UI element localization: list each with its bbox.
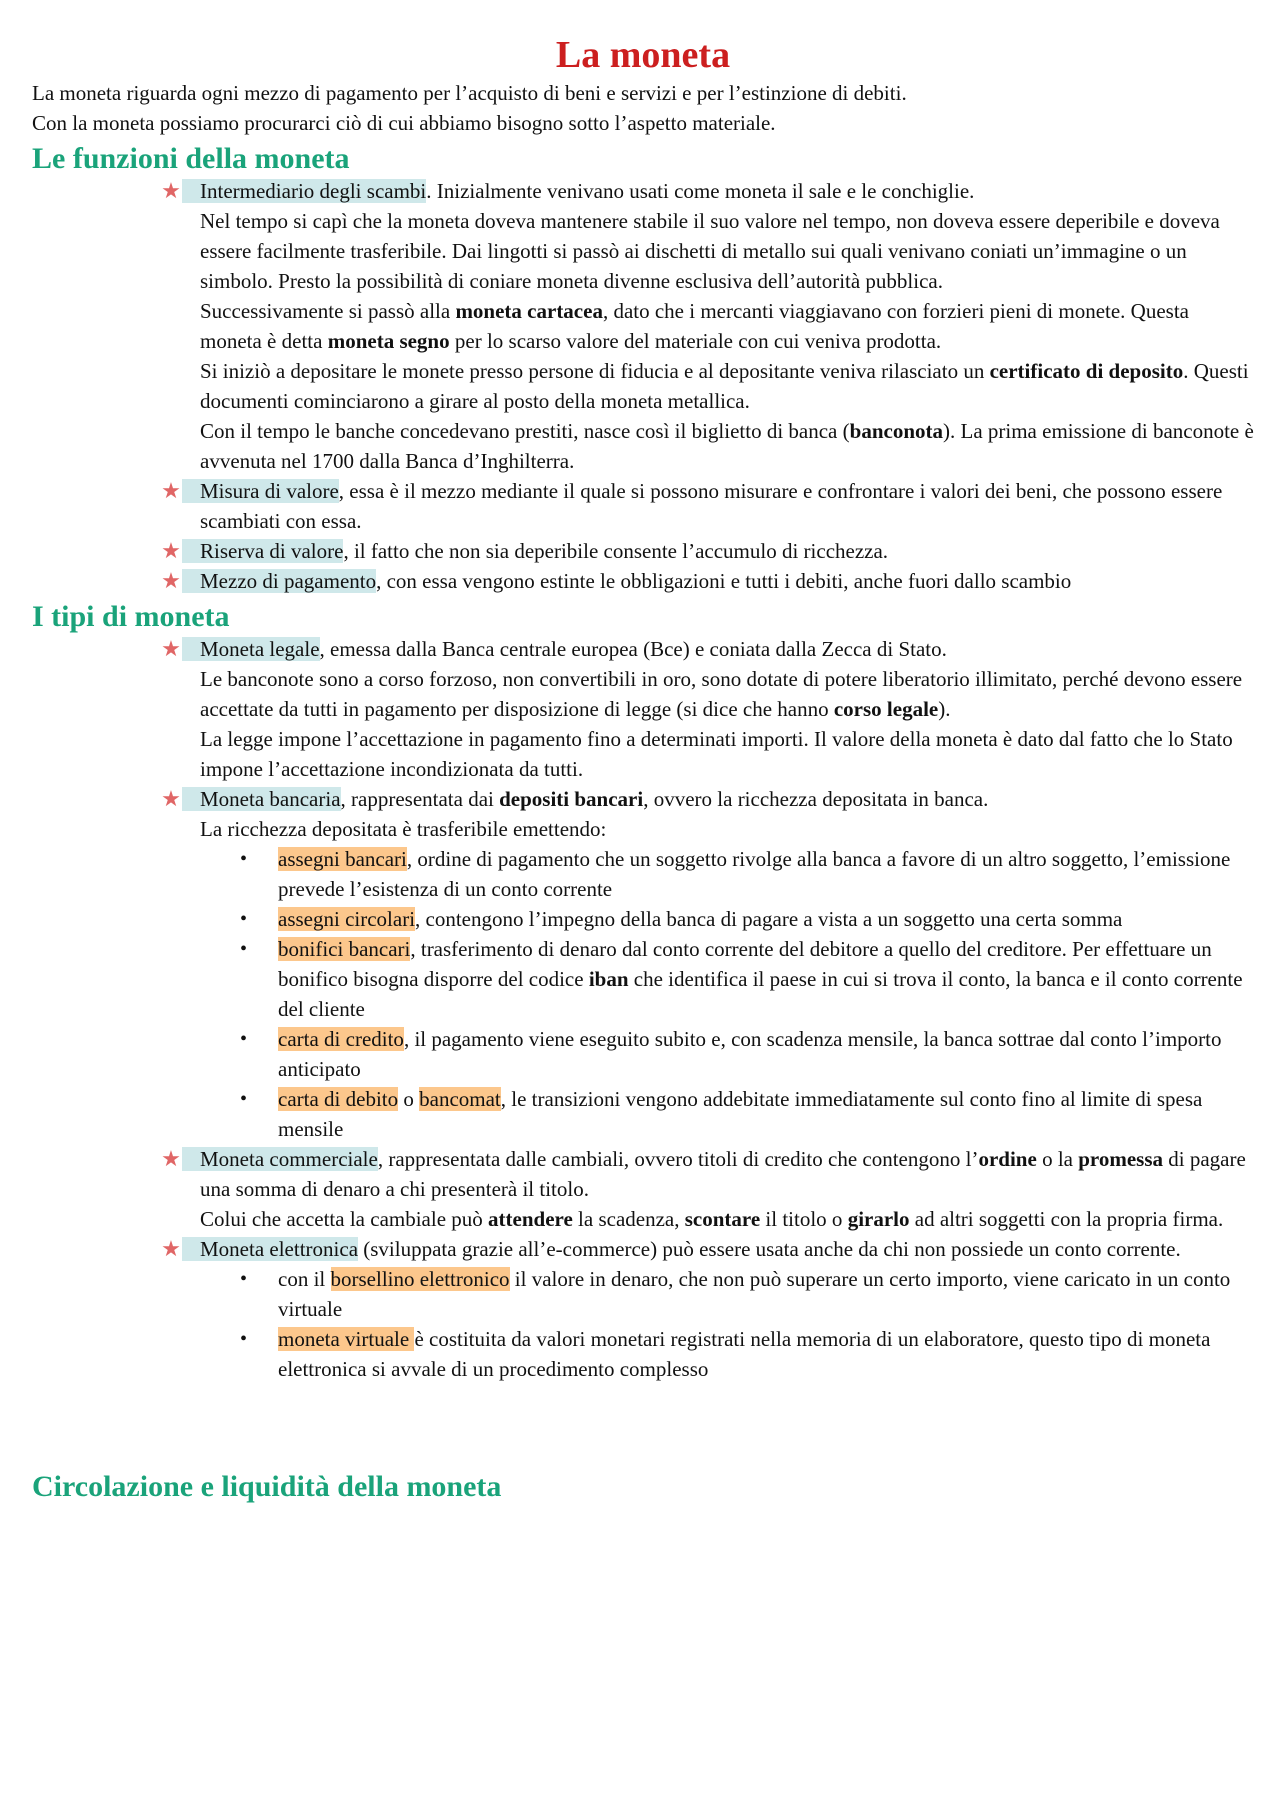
paragraph: Con il tempo le banche concedevano prestiti, nasce così il biglietto di banca (banconota). La prima emissione di banconote è avvenuta nel 1700 dalla Banca d’Inghilterra. (200, 419, 1254, 473)
bullet-icon: • (240, 1028, 248, 1050)
section-heading-circolazione: Circolazione e liquidità della moneta (32, 1470, 502, 1503)
term-highlight: Intermediario degli scambi (182, 179, 426, 203)
term-highlight: Mezzo di pagamento (182, 569, 376, 593)
sub-item-carta-credito: • carta di credito, il pagamento viene eseguito subito e, con scadenza mensile, la banca sottrae dal conto l’importo anticipato (32, 1024, 1254, 1084)
page-title: La moneta (555, 34, 731, 76)
term-highlight: Moneta elettronica (182, 1237, 358, 1261)
bullet-icon: • (240, 1088, 248, 1110)
term-highlight: borsellino elettronico (330, 1267, 510, 1291)
star-icon: ★ (161, 636, 181, 661)
star-icon: ★ (161, 786, 181, 811)
intro-line-1: La moneta riguarda ogni mezzo di pagamento per l’acquisto di beni e servizi e per l’estinzione di debiti. (32, 81, 907, 105)
sub-item-assegni-circolari: • assegni circolari, contengono l’impegno della banca di pagare a vista a un soggetto una certa somma (32, 904, 1254, 934)
sub-item-carta-debito: • carta di debito o bancomat, le transizioni vengono addebitate immediatamente sul conto fino al limite di spesa mensile (32, 1084, 1254, 1144)
paragraph: Le banconote sono a corso forzoso, non convertibili in oro, sono dotate di potere liberatorio illimitato, perché devono essere accettate da tutti in pagamento per disposizione di legge (si dice che hanno corso legale). (200, 667, 1243, 721)
star-icon: ★ (161, 478, 181, 503)
star-icon: ★ (161, 538, 181, 563)
term-highlight: assegni bancari (278, 847, 407, 871)
sub-item-assegni-bancari: • assegni bancari, ordine di pagamento che un soggetto rivolge alla banca a favore di un altro soggetto, l’emissione prevede l’esistenza di un conto corrente (32, 844, 1254, 904)
term-highlight: Riserva di valore (182, 539, 343, 563)
paragraph: Si iniziò a depositare le monete presso persone di fiducia e al depositante veniva rilasciato un certificato di deposito. Questi documenti cominciarono a girare al posto della moneta metallica. (200, 359, 1249, 413)
bullet-icon: • (240, 848, 248, 870)
term-highlight: Moneta commerciale (182, 1147, 378, 1171)
list-item-mezzo: ★ Mezzo di pagamento, con essa vengono estinte le obbligazioni e tutti i debiti, anche fuori dallo scambio (32, 566, 1254, 596)
term-highlight: moneta virtuale (278, 1327, 415, 1351)
section-heading-tipi: I tipi di moneta (32, 600, 230, 633)
bullet-icon: • (240, 1328, 248, 1350)
section-heading-funzioni: Le funzioni della moneta (32, 142, 350, 175)
bullet-icon: • (240, 938, 248, 960)
term-highlight: carta di credito (278, 1027, 404, 1051)
term-highlight: carta di debito (278, 1087, 399, 1111)
list-item-intermediario: ★ Intermediario degli scambi. Inizialmente venivano usati come moneta il sale e le conchiglie. Nel tempo si capì che la moneta doveva mantenere stabile il suo valore nel tempo, non doveva essere deperibile e doveva essere facilmente trasferibile. Dai lingotti si passò ai dischetti di metallo sui quali venivano coniati un’immagine o un simbolo. Presto la possibilità di coniare moneta divenne esclusiva dell’autorità pubblica. Successivamente si passò alla moneta cartacea, dato che i mercanti viaggiavano con forzieri pieni di monete. Questa moneta è detta moneta segno per lo scarso valore del materiale con cui veniva prodotta. Si iniziò a depositare le monete presso persone di fiducia e al depositante veniva rilasciato un certificato di deposito. Questi documenti cominciarono a girare al posto della moneta metallica. Con il tempo le banche concedevano prestiti, nasce così il biglietto di banca (banconota). La prima emissione di banconote è avvenuta nel 1700 dalla Banca d’Inghilterra. (32, 176, 1254, 476)
sub-item-bonifici: • bonifici bancari, trasferimento di denaro dal conto corrente del debitore a quello del creditore. Per effettuare un bonifico bisogna disporre del codice iban che identifica il paese in cui si trova il conto, la banca e il conto corrente del cliente (32, 934, 1254, 1024)
list-item-elettronica: ★ Moneta elettronica (sviluppata grazie all’e-commerce) può essere usata anche da chi non possiede un conto corrente. (32, 1234, 1254, 1264)
bullet-icon: • (240, 908, 248, 930)
list-item-legale: ★ Moneta legale, emessa dalla Banca centrale europea (Bce) e coniata dalla Zecca di Stato. Le banconote sono a corso forzoso, non convertibili in oro, sono dotate di potere liberatorio illimitato, perché devono essere accettate da tutti in pagamento per disposizione di legge (si dice che hanno corso legale). La legge impone l’accettazione in pagamento fino a determinati importi. Il valore della moneta è dato dal fatto che lo Stato impone l’accettazione incondizionata da tutti. (32, 634, 1254, 784)
star-icon: ★ (161, 1236, 181, 1261)
term-highlight: Moneta bancaria (182, 787, 341, 811)
paragraph: Colui che accetta la cambiale può attendere la scadenza, scontare il titolo o girarlo ad altri soggetti con la propria firma. (200, 1207, 1224, 1231)
intro-line-2: Con la moneta possiamo procurarci ciò di cui abbiamo bisogno sotto l’aspetto materiale. (32, 111, 776, 135)
term-highlight: Moneta legale (182, 637, 320, 661)
term-highlight: bancomat (419, 1087, 501, 1111)
paragraph: Nel tempo si capì che la moneta doveva mantenere stabile il suo valore nel tempo, non doveva essere deperibile e doveva essere facilmente trasferibile. Dai lingotti si passò ai dischetti di metallo sui quali venivano coniati un’immagine o un simbolo. Presto la possibilità di coniare moneta divenne esclusiva dell’autorità pubblica. (200, 209, 1220, 293)
term-highlight: Misura di valore (182, 479, 339, 503)
star-icon: ★ (161, 1146, 181, 1171)
star-icon: ★ (161, 568, 181, 593)
bullet-icon: • (240, 1268, 248, 1290)
term-highlight: assegni circolari (278, 907, 416, 931)
list-item-riserva: ★ Riserva di valore, il fatto che non sia deperibile consente l’accumulo di ricchezza. (32, 536, 1254, 566)
sub-item-borsellino: • con il borsellino elettronico il valore in denaro, che non può superare un certo importo, viene caricato in un conto virtuale (32, 1264, 1254, 1324)
paragraph: Successivamente si passò alla moneta cartacea, dato che i mercanti viaggiavano con forzieri pieni di monete. Questa moneta è detta moneta segno per lo scarso valore del materiale con cui veniva prodotta. (200, 299, 1189, 353)
paragraph: La ricchezza depositata è trasferibile emettendo: (200, 817, 607, 841)
list-item-misura: ★ Misura di valore, essa è il mezzo mediante il quale si possono misurare e confrontare i valori dei beni, che possono essere scambiati con essa. (161, 478, 1223, 533)
term-highlight: bonifici bancari (278, 937, 411, 961)
paragraph: La legge impone l’accettazione in pagamento fino a determinati importi. Il valore della moneta è dato dal fatto che lo Stato impone l’accettazione incondizionata da tutti. (200, 727, 1233, 781)
list-item-commerciale: ★ Moneta commerciale, rappresentata dalle cambiali, ovvero titoli di credito che contengono l’ordine o la promessa di pagare una somma di denaro a chi presenterà il titolo. Colui che accetta la cambiale può attendere la scadenza, scontare il titolo o girarlo ad altri soggetti con la propria firma. (32, 1144, 1254, 1234)
list-item-bancaria: ★ Moneta bancaria, rappresentata dai depositi bancari, ovvero la ricchezza depositata in banca. La ricchezza depositata è trasferibile emettendo: (32, 784, 1254, 844)
star-icon: ★ (161, 178, 181, 203)
sub-item-moneta-virtuale: • moneta virtuale è costituita da valori monetari registrati nella memoria di un elaboratore, questo tipo di moneta elettronica si avvale di un procedimento complesso (32, 1324, 1254, 1384)
